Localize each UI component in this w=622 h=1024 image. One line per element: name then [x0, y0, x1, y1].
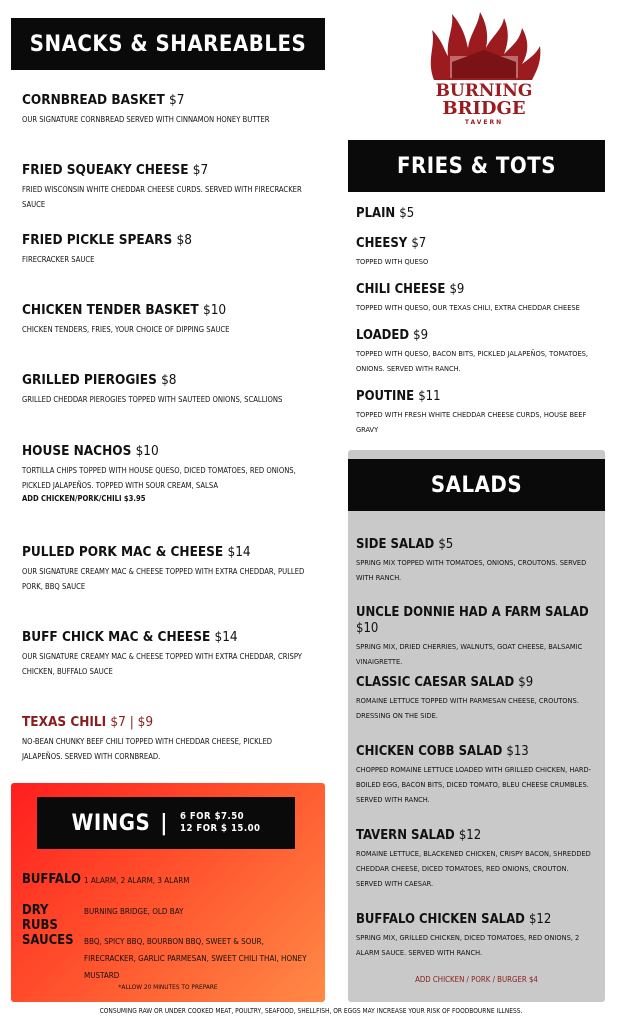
item-name: LOADED: [356, 328, 410, 343]
item-price: $14: [214, 629, 238, 645]
item-price: $7: [192, 162, 209, 178]
item-price: $5: [438, 537, 454, 552]
item-description: TOPPED WITH QUESO, OUR TEXAS CHILI, EXTRA CHEDDAR CHEESE: [356, 303, 580, 312]
menu-item-pierogies: [22, 372, 312, 407]
item-description: ROMAINE LETTUCE TOPPED WITH PARMESAN CHEESE, CROUTONS. DRESSING ON THE SIDE.: [356, 696, 579, 720]
item-description: ROMAINE LETTUCE, BLACKENED CHICKEN, CRISPY BACON, SHREDDED CHEDDAR CHEESE, DICED TOMATOES, RED ONIONS, CROUTON. SERVED WITH CAESAR.: [356, 849, 591, 888]
salad-item-tavern: [356, 828, 596, 891]
item-price: $14: [227, 544, 251, 560]
item-name: GRILLED PIEROGIES: [22, 372, 157, 388]
wings-row-label: DRY RUBS: [22, 903, 58, 933]
fries-header-title: FRIES & TOTS: [396, 153, 557, 179]
salad-item-cobb: [356, 744, 596, 807]
item-price: $8: [176, 232, 192, 248]
wings-price-6: 6 FOR $7.50: [180, 811, 245, 822]
menu-item-cornbread: [22, 92, 312, 127]
item-description: FRIED WISCONSIN WHITE CHEDDAR CHEESE CURDS. SERVED WITH FIRECRACKER SAUCE: [22, 185, 302, 209]
fries-item-chili-cheese: [356, 282, 596, 316]
burning-bridge-logo: [422, 10, 546, 128]
wings-row-label: SAUCES: [22, 933, 74, 948]
logo-line-3: TAVERN: [464, 119, 504, 126]
item-description: NO-BEAN CHUNKY BEEF CHILI TOPPED WITH CHEDDAR CHEESE, PICKLED JALAPEÑOS. SERVED WITH CORNBREAD.: [22, 737, 273, 761]
salad-item-side: [356, 537, 596, 586]
wings-row-value: BBQ, SPICY BBQ, BOURBON BBQ, SWEET & SOUR, FIRECRACKER, GARLIC PARMESAN, SWEET CHILI THAI, HONEY MUSTARD: [84, 937, 307, 980]
item-price: $5: [399, 206, 415, 221]
item-name: PULLED PORK MAC & CHEESE: [22, 544, 224, 560]
item-name: CLASSIC CAESAR SALAD: [356, 675, 515, 690]
item-description: SPRING MIX, DRIED CHERRIES, WALNUTS, GOAT CHEESE, BALSAMIC VINAIGRETTE.: [356, 642, 583, 666]
fries-item-plain: [356, 206, 596, 222]
menu-item-tender-basket: [22, 302, 312, 337]
item-name: PLAIN: [356, 206, 396, 221]
salads-header-title: SALADS: [430, 472, 523, 498]
salad-item-caesar: [356, 675, 596, 724]
item-price: $7: [169, 92, 185, 108]
logo-line-2: BRIDGE: [442, 98, 526, 119]
item-name: CHILI CHEESE: [356, 282, 446, 297]
wings-row-value: BURNING BRIDGE, OLD BAY: [84, 907, 184, 916]
menu-item-texas-chili: [22, 714, 312, 764]
item-name: TEXAS CHILI: [22, 714, 107, 730]
fries-item-loaded: [356, 328, 596, 377]
item-price: $8: [161, 372, 177, 388]
item-description: TORTILLA CHIPS TOPPED WITH HOUSE QUESO, DICED TOMATOES, RED ONIONS, PICKLED JALAPEÑOS. TOPPED WITH SOUR CREAM, SALSA: [22, 466, 296, 490]
wings-note: *ALLOW 20 MINUTES TO PREPARE: [118, 983, 218, 991]
menu-item-pickle-spears: [22, 232, 312, 267]
item-name: CHEESY: [356, 236, 408, 251]
item-description: TOPPED WITH FRESH WHITE CHEDDAR CHEESE CURDS, HOUSE BEEF GRAVY: [356, 410, 587, 434]
item-name: CHICKEN TENDER BASKET: [22, 302, 199, 318]
item-description: FIRECRACKER SAUCE: [22, 255, 95, 264]
item-price: $9: [413, 328, 429, 343]
item-price: $10: [202, 302, 227, 318]
item-description: SPRING MIX, GRILLED CHICKEN, DICED TOMATOES, RED ONIONS, 2 ALARM SAUCE. SERVED WITH RANCH.: [356, 933, 580, 957]
item-description: OUR SIGNATURE CREAMY MAC & CHEESE TOPPED WITH EXTRA CHEDDAR, PULLED PORK, BBQ SAUCE: [22, 567, 305, 591]
menu-item-pulled-pork-mac: [22, 544, 312, 594]
menu-item-nachos: [22, 443, 312, 505]
wings-price-12: 12 FOR $ 15.00: [180, 823, 261, 834]
logo-line-1: BURNING: [435, 81, 533, 101]
item-description: GRILLED CHEDDAR PIEROGIES TOPPED WITH SAUTEED ONIONS, SCALLIONS: [22, 395, 283, 404]
snacks-header-title: SNACKS & SHAREABLES: [29, 31, 307, 57]
item-price: $10: [356, 621, 379, 636]
item-price: $10: [135, 443, 159, 459]
salads-addon: ADD CHICKEN / PORK / BURGER $4: [415, 975, 538, 984]
fries-header: [348, 140, 605, 192]
fries-item-poutine: [356, 389, 596, 438]
item-description: OUR SIGNATURE CORNBREAD SERVED WITH CINNAMON HONEY BUTTER: [22, 115, 270, 124]
menu-item-buff-chick-mac: [22, 629, 312, 679]
item-name: CHICKEN COBB SALAD: [356, 744, 503, 759]
item-name: SIDE SALAD: [356, 537, 435, 552]
item-name: FRIED PICKLE SPEARS: [22, 232, 173, 248]
item-name: CORNBREAD BASKET: [22, 92, 165, 108]
wings-row-dry-rubs: [22, 903, 316, 933]
menu-item-squeaky-cheese: [22, 162, 312, 212]
item-price: $11: [418, 389, 441, 404]
item-name: FRIED SQUEAKY CHEESE: [22, 162, 189, 178]
wings-panel: [11, 783, 325, 1002]
wings-prices: [180, 811, 260, 835]
salad-item-uncle-donnie: [356, 605, 596, 670]
item-name: TAVERN SALAD: [356, 828, 455, 843]
fries-item-cheesy: [356, 236, 596, 270]
wings-row-label: BUFFALO: [22, 872, 81, 887]
item-name: BUFF CHICK MAC & CHEESE: [22, 629, 211, 645]
snacks-header: [11, 18, 325, 70]
item-price: $9: [449, 282, 465, 297]
item-description: OUR SIGNATURE CREAMY MAC & CHEESE TOPPED WITH EXTRA CHEDDAR, CRISPY CHICKEN, BUFFALO SAUCE: [22, 652, 302, 676]
item-description: CHOPPED ROMAINE LETTUCE LOADED WITH GRILLED CHICKEN, HARD-BOILED EGG, BACON BITS, DICED TOMATO, BLEU CHEESE CRUMBLES. SERVED WITH RANCH.: [356, 765, 592, 804]
item-description: CHICKEN TENDERS, FRIES, YOUR CHOICE OF DIPPING SAUCE: [22, 325, 230, 334]
item-price: $13: [506, 744, 529, 759]
item-price: $12: [458, 828, 482, 843]
item-price: $7 | $9: [110, 714, 154, 730]
item-price: $7: [411, 236, 427, 251]
item-description: TOPPED WITH QUESO, BACON BITS, PICKLED JALAPEÑOS, TOMATOES, ONIONS. SERVED WITH RANCH.: [356, 349, 588, 373]
item-addon: ADD CHICKEN/PORK/CHILI $3.95: [22, 494, 146, 503]
wings-row-value: 1 ALARM, 2 ALARM, 3 ALARM: [84, 876, 190, 885]
wings-row-buffalo: [22, 872, 316, 889]
footer-disclaimer: CONSUMING RAW OR UNDER COOKED MEAT, POULTRY, SEAFOOD, SHELLFISH, OR EGGS MAY INCREASE YOUR RISK OF FOODBOURNE ILLNESS.: [99, 1007, 523, 1015]
wings-title: WINGS: [71, 810, 151, 836]
item-price: $9: [518, 675, 534, 690]
item-name: POUTINE: [356, 389, 415, 404]
item-description: SPRING MIX TOPPED WITH TOMATOES, ONIONS, CROUTONS. SERVED WITH RANCH.: [356, 558, 587, 582]
item-price: $12: [528, 912, 552, 927]
item-name: BUFFALO CHICKEN SALAD: [356, 912, 525, 927]
salad-item-buffalo-chicken: [356, 912, 596, 961]
item-description: TOPPED WITH QUESO: [356, 257, 429, 266]
wings-row-sauces: [22, 933, 316, 984]
wings-header: [37, 797, 295, 849]
wings-separator: |: [160, 810, 168, 836]
salads-header: [348, 459, 605, 511]
item-name: UNCLE DONNIE HAD A FARM SALAD: [356, 605, 589, 620]
item-name: HOUSE NACHOS: [22, 443, 132, 459]
